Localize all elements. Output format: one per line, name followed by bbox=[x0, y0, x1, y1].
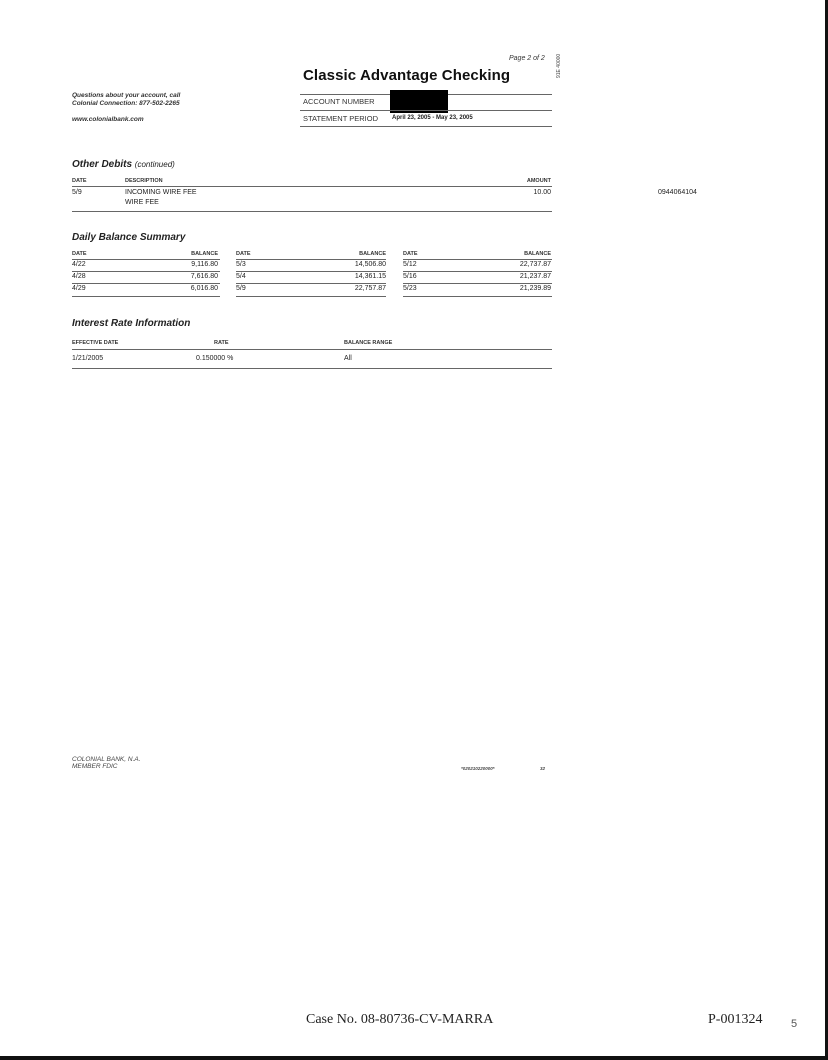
daily-balance-rule bbox=[72, 283, 220, 284]
other-debits-header-date: DATE bbox=[72, 178, 87, 184]
daily-balance-amount: 21,239.89 bbox=[519, 285, 551, 292]
page-border-bottom bbox=[0, 1056, 828, 1060]
interest-header-rate: RATE bbox=[214, 340, 229, 346]
footer-code: 32 bbox=[540, 766, 546, 771]
daily-balance-rule bbox=[403, 283, 552, 284]
daily-balance-header-date-1: DATE bbox=[72, 251, 87, 257]
daily-balance-date: 5/3 bbox=[236, 261, 246, 268]
other-debits-header-description: DESCRIPTION bbox=[125, 178, 163, 184]
member-fdic: MEMBER FDIC bbox=[72, 763, 118, 770]
daily-balance-date: 5/23 bbox=[403, 285, 417, 292]
daily-balance-rule bbox=[236, 271, 386, 272]
daily-balance-header-balance-2: BALANCE bbox=[359, 251, 386, 257]
daily-balance-header-date-3: DATE bbox=[403, 251, 418, 257]
reference-number: 0944064104 bbox=[658, 189, 697, 196]
daily-balance-rule bbox=[72, 259, 220, 260]
daily-balance-amount: 14,506.80 bbox=[354, 261, 386, 268]
account-number-label: ACCOUNT NUMBER bbox=[303, 97, 375, 106]
daily-balance-amount: 21,237.87 bbox=[519, 273, 551, 280]
interest-effective-date: 1/21/2005 bbox=[72, 355, 104, 362]
case-number: Case No. 08-80736-CV-MARRA bbox=[306, 1012, 494, 1027]
page-indicator: Page 2 of 2 bbox=[509, 55, 545, 62]
other-debits-row-date: 5/9 bbox=[72, 189, 82, 196]
daily-balance-date: 5/9 bbox=[236, 285, 246, 292]
daily-balance-amount: 6,016.80 bbox=[190, 285, 218, 292]
daily-balance-header-balance-3: BALANCE bbox=[524, 251, 551, 257]
other-debits-header-rule bbox=[72, 186, 552, 187]
other-debits-header-amount: AMOUNT bbox=[526, 178, 551, 184]
daily-balance-amount: 22,737.87 bbox=[519, 261, 551, 268]
daily-balance-title: Daily Balance Summary bbox=[72, 232, 186, 243]
statement-period-value: April 23, 2005 - May 23, 2005 bbox=[392, 115, 473, 121]
daily-balance-date: 5/4 bbox=[236, 273, 246, 280]
side-code: 91E 40000 bbox=[556, 53, 562, 78]
other-debits-bottom-rule bbox=[72, 211, 552, 212]
daily-balance-date: 4/28 bbox=[72, 273, 86, 280]
daily-balance-header-balance-1: BALANCE bbox=[191, 251, 218, 257]
daily-balance-amount: 14,361.15 bbox=[354, 273, 386, 280]
questions-line-1: Questions about your account, call bbox=[72, 92, 181, 99]
daily-balance-rule bbox=[236, 283, 386, 284]
statement-title: Classic Advantage Checking bbox=[303, 67, 511, 84]
daily-balance-date: 5/16 bbox=[403, 273, 417, 280]
account-bottom-rule bbox=[300, 126, 552, 127]
daily-balance-rule bbox=[72, 271, 220, 272]
statement-period-label: STATEMENT PERIOD bbox=[303, 114, 379, 123]
interest-title: Interest Rate Information bbox=[72, 318, 191, 329]
other-debits-row-description-2: WIRE FEE bbox=[125, 199, 159, 206]
daily-balance-header-date-2: DATE bbox=[236, 251, 251, 257]
questions-line-2: Colonial Connection: 877-502-2265 bbox=[72, 100, 180, 107]
daily-balance-rule bbox=[72, 296, 220, 297]
daily-balance-rule bbox=[403, 296, 552, 297]
bank-website: www.colonialbank.com bbox=[72, 116, 144, 123]
daily-balance-rule bbox=[236, 296, 386, 297]
daily-balance-rule bbox=[403, 271, 552, 272]
daily-balance-amount: 22,757.87 bbox=[354, 285, 386, 292]
interest-header-rule bbox=[72, 349, 552, 350]
interest-balance-range: All bbox=[344, 355, 352, 362]
barcode-text: *020210220000* bbox=[461, 766, 495, 771]
page-number: 5 bbox=[791, 1018, 798, 1030]
bank-name: COLONIAL BANK, N.A. bbox=[72, 756, 141, 763]
interest-bottom-rule bbox=[72, 368, 552, 369]
other-debits-title-text: Other Debits bbox=[72, 159, 133, 170]
bates-number: P-001324 bbox=[708, 1012, 763, 1027]
other-debits-row-amount: 10.00 bbox=[533, 189, 551, 196]
daily-balance-amount: 7,616.80 bbox=[190, 273, 218, 280]
interest-header-balance-range: BALANCE RANGE bbox=[344, 340, 393, 346]
interest-header-effective-date: EFFECTIVE DATE bbox=[72, 340, 119, 346]
other-debits-continued: (continued) bbox=[134, 160, 175, 169]
other-debits-row-description-1: INCOMING WIRE FEE bbox=[125, 189, 197, 196]
other-debits-title bbox=[72, 159, 175, 170]
daily-balance-date: 4/22 bbox=[72, 261, 86, 268]
daily-balance-rule bbox=[236, 259, 386, 260]
daily-balance-date: 5/12 bbox=[403, 261, 417, 268]
daily-balance-amount: 9,116.80 bbox=[191, 261, 218, 268]
daily-balance-rule bbox=[403, 259, 552, 260]
daily-balance-date: 4/29 bbox=[72, 285, 86, 292]
interest-rate: 0.150000 % bbox=[196, 355, 234, 362]
account-mid-rule bbox=[300, 110, 552, 111]
